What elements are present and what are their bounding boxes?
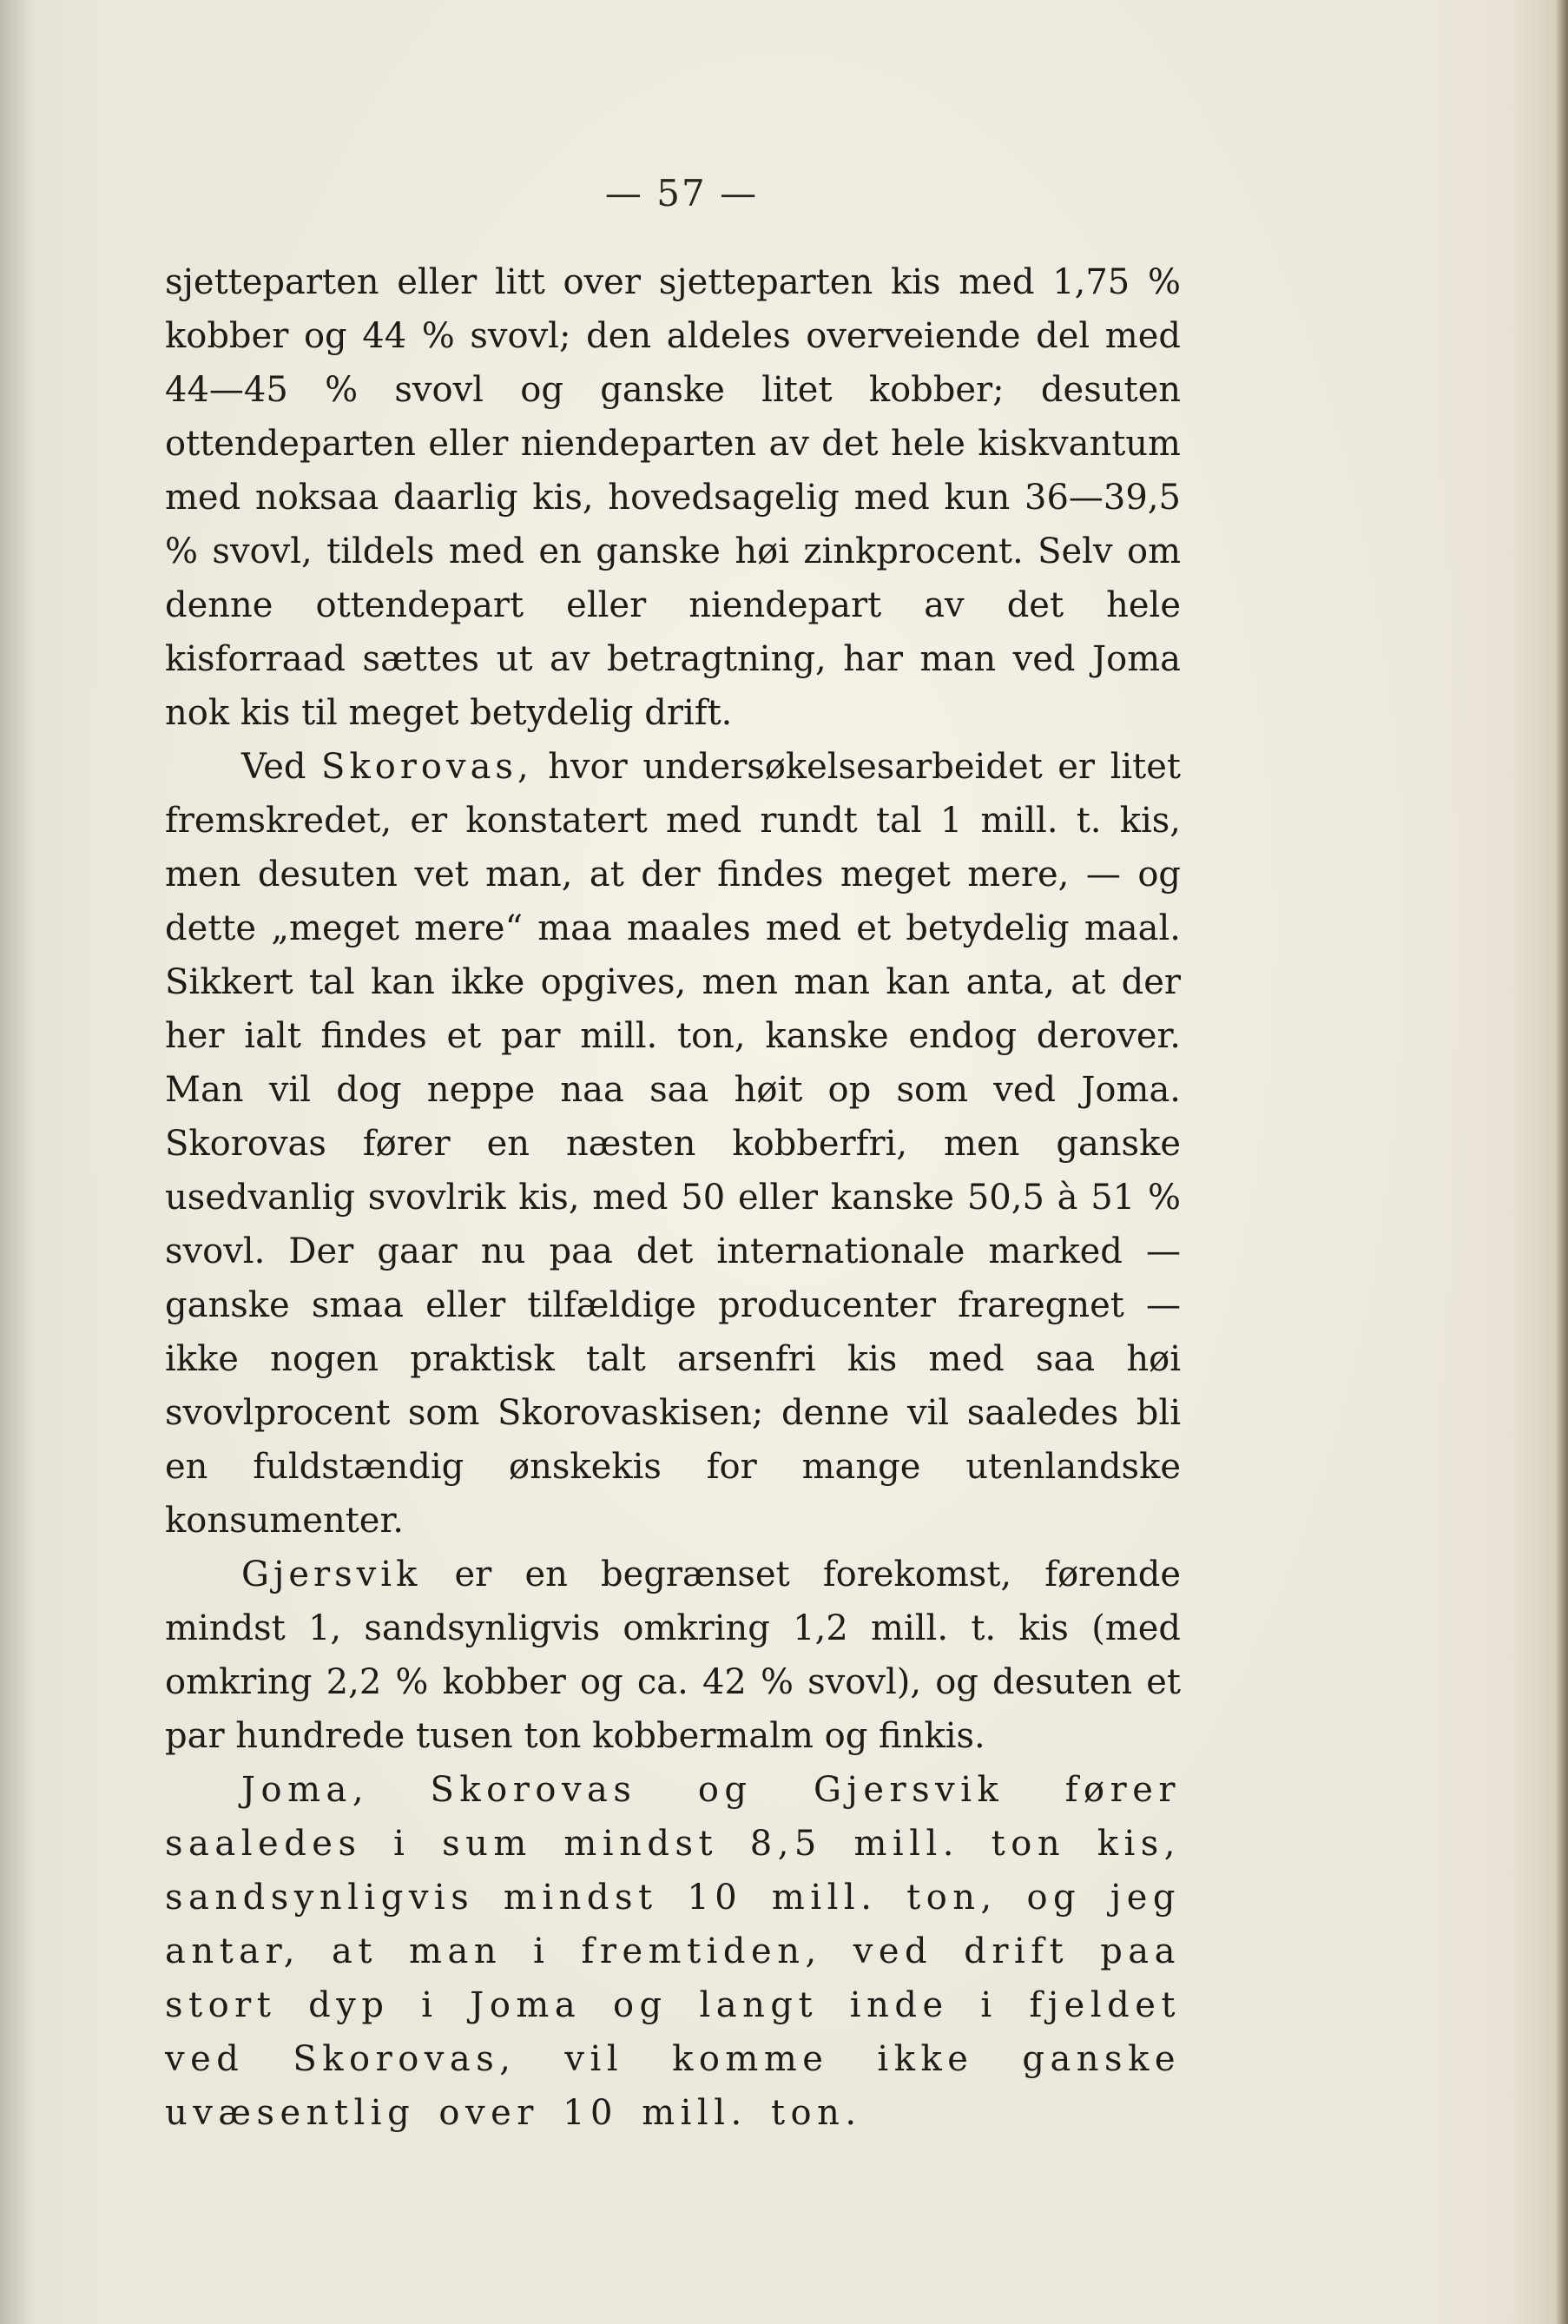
paragraph-3 [165,1548,1181,1763]
paragraph-3-lead: Gjersvik [241,1555,422,1594]
paragraph-2-lead: Skorovas, [321,747,533,787]
page-edge-shadow [1556,0,1568,2324]
body-text [165,255,1181,2140]
gutter-shadow [0,0,35,2324]
paragraph-2 [165,740,1181,1548]
paragraph-3-body: er en begrænset forekomst, førende mindst 1, sandsynligvis omkring 1,2 mill. t. kis (med omkring 2,2 % kobber og ca. 42 % svovl), og desuten et par hundrede tusen ton kobbermalm og finkis. [165,1555,1181,1756]
paragraph-1: sjetteparten eller litt over sjetteparten kis med 1,75 % kobber og 44 % svovl; den aldeles overveiende del med 44—45 % svovl og ganske litet kobber; desuten ottendeparten eller niendeparten av det hele kiskvantum med noksaa daarlig kis, hovedsagelig med kun 36—39,5 % svovl, tildels med en ganske høi zinkprocent. Selv om denne ottendepart eller niendepart av det hele kisforraad sættes ut av betragtning, har man ved Joma nok kis til meget betydelig drift. [165,262,1181,733]
paragraph-2-body: hvor undersøkelsesarbeidet er litet fremskredet, er konstatert med rundt tal 1 mill. t. kis, men desuten vet man, at der findes meget mere, — og dette „meget mere“ maa maales med et betydelig maal. Sikkert tal kan ikke opgives, men man kan anta, at der her ialt findes et par mill. ton, kanske endog derover. Man vil dog neppe naa saa høit op som ved Joma. Skorovas fører en næsten kobberfri, men ganske usedvanlig svovlrik kis, med 50 eller kanske 50,5 à 51 % svovl. Der gaar nu paa det internationale marked — ganske smaa eller tilfældige producenter fraregnet — ikke nogen praktisk talt arsenfri kis med saa høi svovlprocent som Skorovaskisen; denne vil saaledes bli en fuldstændig ønskekis for mange utenlandske konsumenter. [165,747,1181,1541]
paragraph-2-prefix: Ved [241,747,322,787]
page-number: — 57 — [604,172,759,215]
paragraph-4: Joma, Skorovas og Gjersvik fører saaledes i sum mindst 8,5 mill. ton kis, sandsynligvis mindst 10 mill. ton, og jeg antar, at man i fremtiden, ved drift paa stort dyp i Joma og langt inde i fjeldet ved Skorovas, vil komme ikke ganske uvæsentlig over 10 mill. ton. [165,1770,1181,2133]
